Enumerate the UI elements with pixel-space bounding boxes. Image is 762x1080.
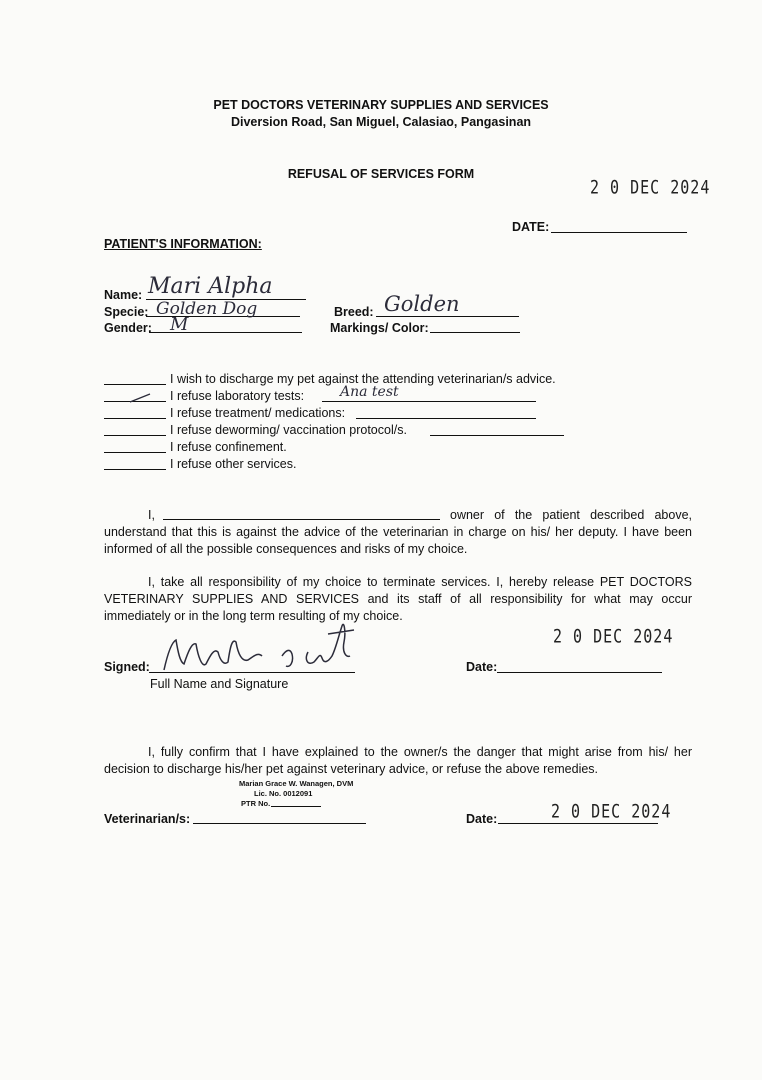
option-deworming-text: I refuse deworming/ vaccination protocol/s. [170, 423, 407, 437]
option-checkline[interactable] [104, 452, 166, 453]
deworming-field[interactable] [430, 435, 564, 436]
release-statement: I, take all responsibility of my choice to terminate services. I, hereby release PET DOCTORS VETERINARY SUPPLIES AND SERVICES and its staff of all responsibility for what may occur immediately or in the long term resulting of my choice. [104, 575, 692, 623]
option-checkline[interactable] [104, 435, 166, 436]
owner-line1-rest: owner of the patient described above, [450, 508, 692, 522]
option-checkline[interactable] [104, 384, 166, 385]
breed-value: Golden [384, 292, 460, 316]
vet-stamp-license: Lic. No. 0012091 [254, 789, 313, 798]
lab-tests-value: Ana test [340, 384, 399, 400]
specie-value: Golden Dog [156, 299, 258, 319]
treatment-field[interactable] [356, 418, 536, 419]
vet-stamp-ptr: PTR No. [241, 799, 271, 808]
gender-value: M [170, 314, 189, 335]
signed-label: Signed: [104, 660, 150, 674]
option-discharge-text: I wish to discharge my pet against the attending veterinarian/s advice. [170, 372, 556, 386]
vet-date-field[interactable] [498, 823, 658, 824]
patient-section-label: PATIENT'S INFORMATION: [104, 237, 262, 251]
date-stamp-top: 2 0 DEC 2024 [590, 176, 711, 199]
option-checkline[interactable] [104, 469, 166, 470]
signed-date-label: Date: [466, 660, 498, 674]
option-treatment-text: I refuse treatment/ medications: [170, 406, 346, 420]
vet-date-label: Date: [466, 812, 498, 826]
check-mark-icon [128, 392, 152, 404]
vet-statement: I, fully confirm that I have explained to the owner/s the danger that might arise from his/ her decision to discharge his/her pet against veterinary advice, or refuse the above remedies. [104, 745, 692, 776]
date-stamp-signed: 2 0 DEC 2024 [553, 625, 674, 648]
name-label: Name: [104, 288, 143, 302]
owner-statement-body: understand that this is against the advice of the veterinarian in charge on his/ her deputy. I have been informed of all the possible consequences and risks of my choice. [104, 525, 692, 556]
signature-scribble [158, 612, 358, 682]
option-lab-tests-text: I refuse laboratory tests: [170, 389, 305, 403]
form-title: REFUSAL OF SERVICES FORM [287, 167, 475, 181]
lab-tests-field[interactable] [322, 401, 536, 402]
vet-stamp-name: Marian Grace W. Wanagen, DVM [239, 779, 354, 788]
gender-label: Gender: [104, 321, 152, 335]
name-value: Mari Alpha [148, 274, 273, 299]
breed-label: Breed: [334, 305, 374, 319]
veterinarian-field[interactable] [193, 823, 366, 824]
date-stamp-vet: 2 0 DEC 2024 [551, 800, 672, 823]
owner-name-field[interactable] [163, 519, 440, 520]
specie-label: Specie: [104, 305, 149, 319]
breed-field[interactable] [376, 316, 519, 317]
signed-date-field[interactable] [497, 672, 662, 673]
company-name: PET DOCTORS VETERINARY SUPPLIES AND SERVICES [213, 98, 549, 112]
date-label-top: DATE: [512, 220, 550, 234]
date-field-top[interactable] [551, 232, 687, 233]
company-address: Diversion Road, San Miguel, Calasiao, Pangasinan [230, 115, 532, 129]
markings-field[interactable] [430, 332, 520, 333]
veterinarian-label: Veterinarian/s: [104, 812, 191, 826]
option-other-text: I refuse other services. [170, 457, 297, 471]
option-confinement-text: I refuse confinement. [170, 440, 287, 454]
owner-prefix: I, [148, 508, 155, 522]
markings-label: Markings/ Color: [330, 321, 429, 335]
signature-caption: Full Name and Signature [150, 677, 289, 691]
option-checkline[interactable] [104, 418, 166, 419]
vet-stamp-ptr-line [271, 806, 321, 807]
